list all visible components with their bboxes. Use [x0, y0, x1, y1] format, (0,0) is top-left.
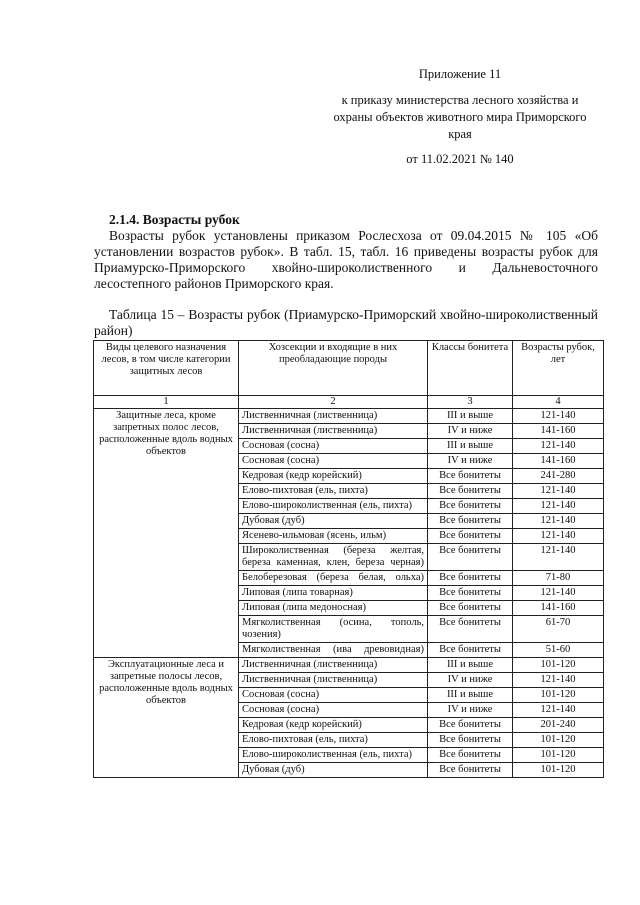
forest-section-cell: Сосновая (сосна)	[239, 439, 428, 454]
quality-class-cell: Все бонитеты	[428, 616, 513, 643]
cutting-age-cell: 121-140	[513, 484, 604, 499]
forest-section-cell: Липовая (липа медоносная)	[239, 601, 428, 616]
quality-class-cell: Все бонитеты	[428, 499, 513, 514]
forest-purpose-cell: Эксплуатационные леса и запретные полосы лесов, расположенные вдоль водных объектов	[94, 658, 239, 778]
cutting-age-cell: 121-140	[513, 514, 604, 529]
forest-section-cell: Сосновая (сосна)	[239, 454, 428, 469]
order-reference: к приказу министерства лесного хозяйства и охраны объектов животного мира Приморского края	[333, 93, 587, 141]
table-row	[94, 658, 604, 673]
col-number: 3	[428, 396, 513, 409]
forest-section-cell: Ясенево-ильмовая (ясень, ильм)	[239, 529, 428, 544]
quality-class-cell: Все бонитеты	[428, 748, 513, 763]
quality-class-cell: IV и ниже	[428, 703, 513, 718]
forest-section-cell: Дубовая (дуб)	[239, 514, 428, 529]
quality-class-cell: III и выше	[428, 658, 513, 673]
col-number: 2	[239, 396, 428, 409]
column-number-row	[94, 396, 604, 409]
quality-class-cell: Все бонитеты	[428, 514, 513, 529]
section-paragraph: Возрасты рубок установлены приказом Рослесхоза от 09.04.2015 № 105 «Об установлении возрастов рубок». В табл. 15, табл. 16 приведены возрасты рубок для Приамурско-Приморского хвойно-широколиственного и Дальневосточного лесостепного районов Приморского края.	[94, 228, 598, 291]
forest-section-cell: Лиственничная (лиственница)	[239, 424, 428, 439]
quality-class-cell: IV и ниже	[428, 673, 513, 688]
section-title: 2.1.4. Возрасты рубок	[109, 212, 240, 227]
cutting-age-cell: 101-120	[513, 763, 604, 778]
cutting-age-cell: 101-120	[513, 658, 604, 673]
cutting-age-cell: 121-140	[513, 529, 604, 544]
forest-section-cell: Лиственничная (лиственница)	[239, 658, 428, 673]
forest-section-cell: Широколиственная (береза желтая, береза каменная, клен, береза черная)	[239, 544, 428, 571]
table-row	[94, 409, 604, 424]
header-section: Хозсекции и входящие в них преобладающие породы	[239, 341, 428, 396]
cutting-age-cell: 121-140	[513, 544, 604, 571]
quality-class-cell: Все бонитеты	[428, 601, 513, 616]
quality-class-cell: Все бонитеты	[428, 469, 513, 484]
col-number: 1	[94, 396, 239, 409]
cutting-age-cell: 121-140	[513, 703, 604, 718]
appendix-label: Приложение 11	[418, 67, 502, 81]
quality-class-cell: Все бонитеты	[428, 586, 513, 601]
quality-class-cell: III и выше	[428, 409, 513, 424]
order-date: от 11.02.2021 № 140	[406, 152, 514, 166]
forest-section-cell: Кедровая (кедр корейский)	[239, 469, 428, 484]
cutting-age-cell: 241-280	[513, 469, 604, 484]
cutting-age-cell: 121-140	[513, 409, 604, 424]
quality-class-cell: III и выше	[428, 439, 513, 454]
forest-section-cell: Елово-пихтовая (ель, пихта)	[239, 484, 428, 499]
quality-class-cell: Все бонитеты	[428, 484, 513, 499]
quality-class-cell: Все бонитеты	[428, 529, 513, 544]
header-age: Возрасты рубок, лет	[513, 341, 604, 396]
quality-class-cell: Все бонитеты	[428, 718, 513, 733]
cutting-age-cell: 101-120	[513, 688, 604, 703]
forest-section-cell: Лиственничная (лиственница)	[239, 673, 428, 688]
cutting-age-cell: 51-60	[513, 643, 604, 658]
cutting-age-cell: 61-70	[513, 616, 604, 643]
cutting-age-cell: 121-140	[513, 586, 604, 601]
forest-section-cell: Липовая (липа товарная)	[239, 586, 428, 601]
cutting-age-cell: 141-160	[513, 424, 604, 439]
cutting-age-cell: 101-120	[513, 733, 604, 748]
forest-section-cell: Елово-широколиственная (ель, пихта)	[239, 748, 428, 763]
header-class: Классы бонитета	[428, 341, 513, 396]
cutting-age-table	[93, 340, 604, 778]
cutting-age-cell: 121-140	[513, 439, 604, 454]
forest-section-cell: Мягколиственная (осина, тополь, чозения)	[239, 616, 428, 643]
forest-section-cell: Лиственничная (лиственница)	[239, 409, 428, 424]
quality-class-cell: Все бонитеты	[428, 733, 513, 748]
table-header-row	[94, 341, 604, 396]
col-number: 4	[513, 396, 604, 409]
cutting-age-cell: 141-160	[513, 454, 604, 469]
cutting-age-cell: 201-240	[513, 718, 604, 733]
forest-section-cell: Сосновая (сосна)	[239, 688, 428, 703]
cutting-age-cell: 121-140	[513, 673, 604, 688]
forest-section-cell: Елово-пихтовая (ель, пихта)	[239, 733, 428, 748]
table-caption: Таблица 15 – Возрасты рубок (Приамурско-Приморский хвойно-широколиственный район)	[94, 307, 598, 338]
quality-class-cell: Все бонитеты	[428, 544, 513, 571]
forest-section-cell: Дубовая (дуб)	[239, 763, 428, 778]
quality-class-cell: III и выше	[428, 688, 513, 703]
quality-class-cell: Все бонитеты	[428, 763, 513, 778]
forest-section-cell: Мягколиственная (ива древовидная)	[239, 643, 428, 658]
forest-section-cell: Сосновая (сосна)	[239, 703, 428, 718]
forest-section-cell: Кедровая (кедр корейский)	[239, 718, 428, 733]
forest-section-cell: Елово-широколиственная (ель, пихта)	[239, 499, 428, 514]
forest-section-cell: Белоберезовая (береза белая, ольха)	[239, 571, 428, 586]
quality-class-cell: Все бонитеты	[428, 643, 513, 658]
cutting-age-cell: 71-80	[513, 571, 604, 586]
quality-class-cell: Все бонитеты	[428, 571, 513, 586]
cutting-age-cell: 101-120	[513, 748, 604, 763]
quality-class-cell: IV и ниже	[428, 424, 513, 439]
cutting-age-cell: 121-140	[513, 499, 604, 514]
header-purpose: Виды целевого назначения лесов, в том числе категории защитных лесов	[94, 341, 239, 396]
cutting-age-cell: 141-160	[513, 601, 604, 616]
quality-class-cell: IV и ниже	[428, 454, 513, 469]
forest-purpose-cell: Защитные леса, кроме запретных полос лесов, расположенные вдоль водных объектов	[94, 409, 239, 658]
